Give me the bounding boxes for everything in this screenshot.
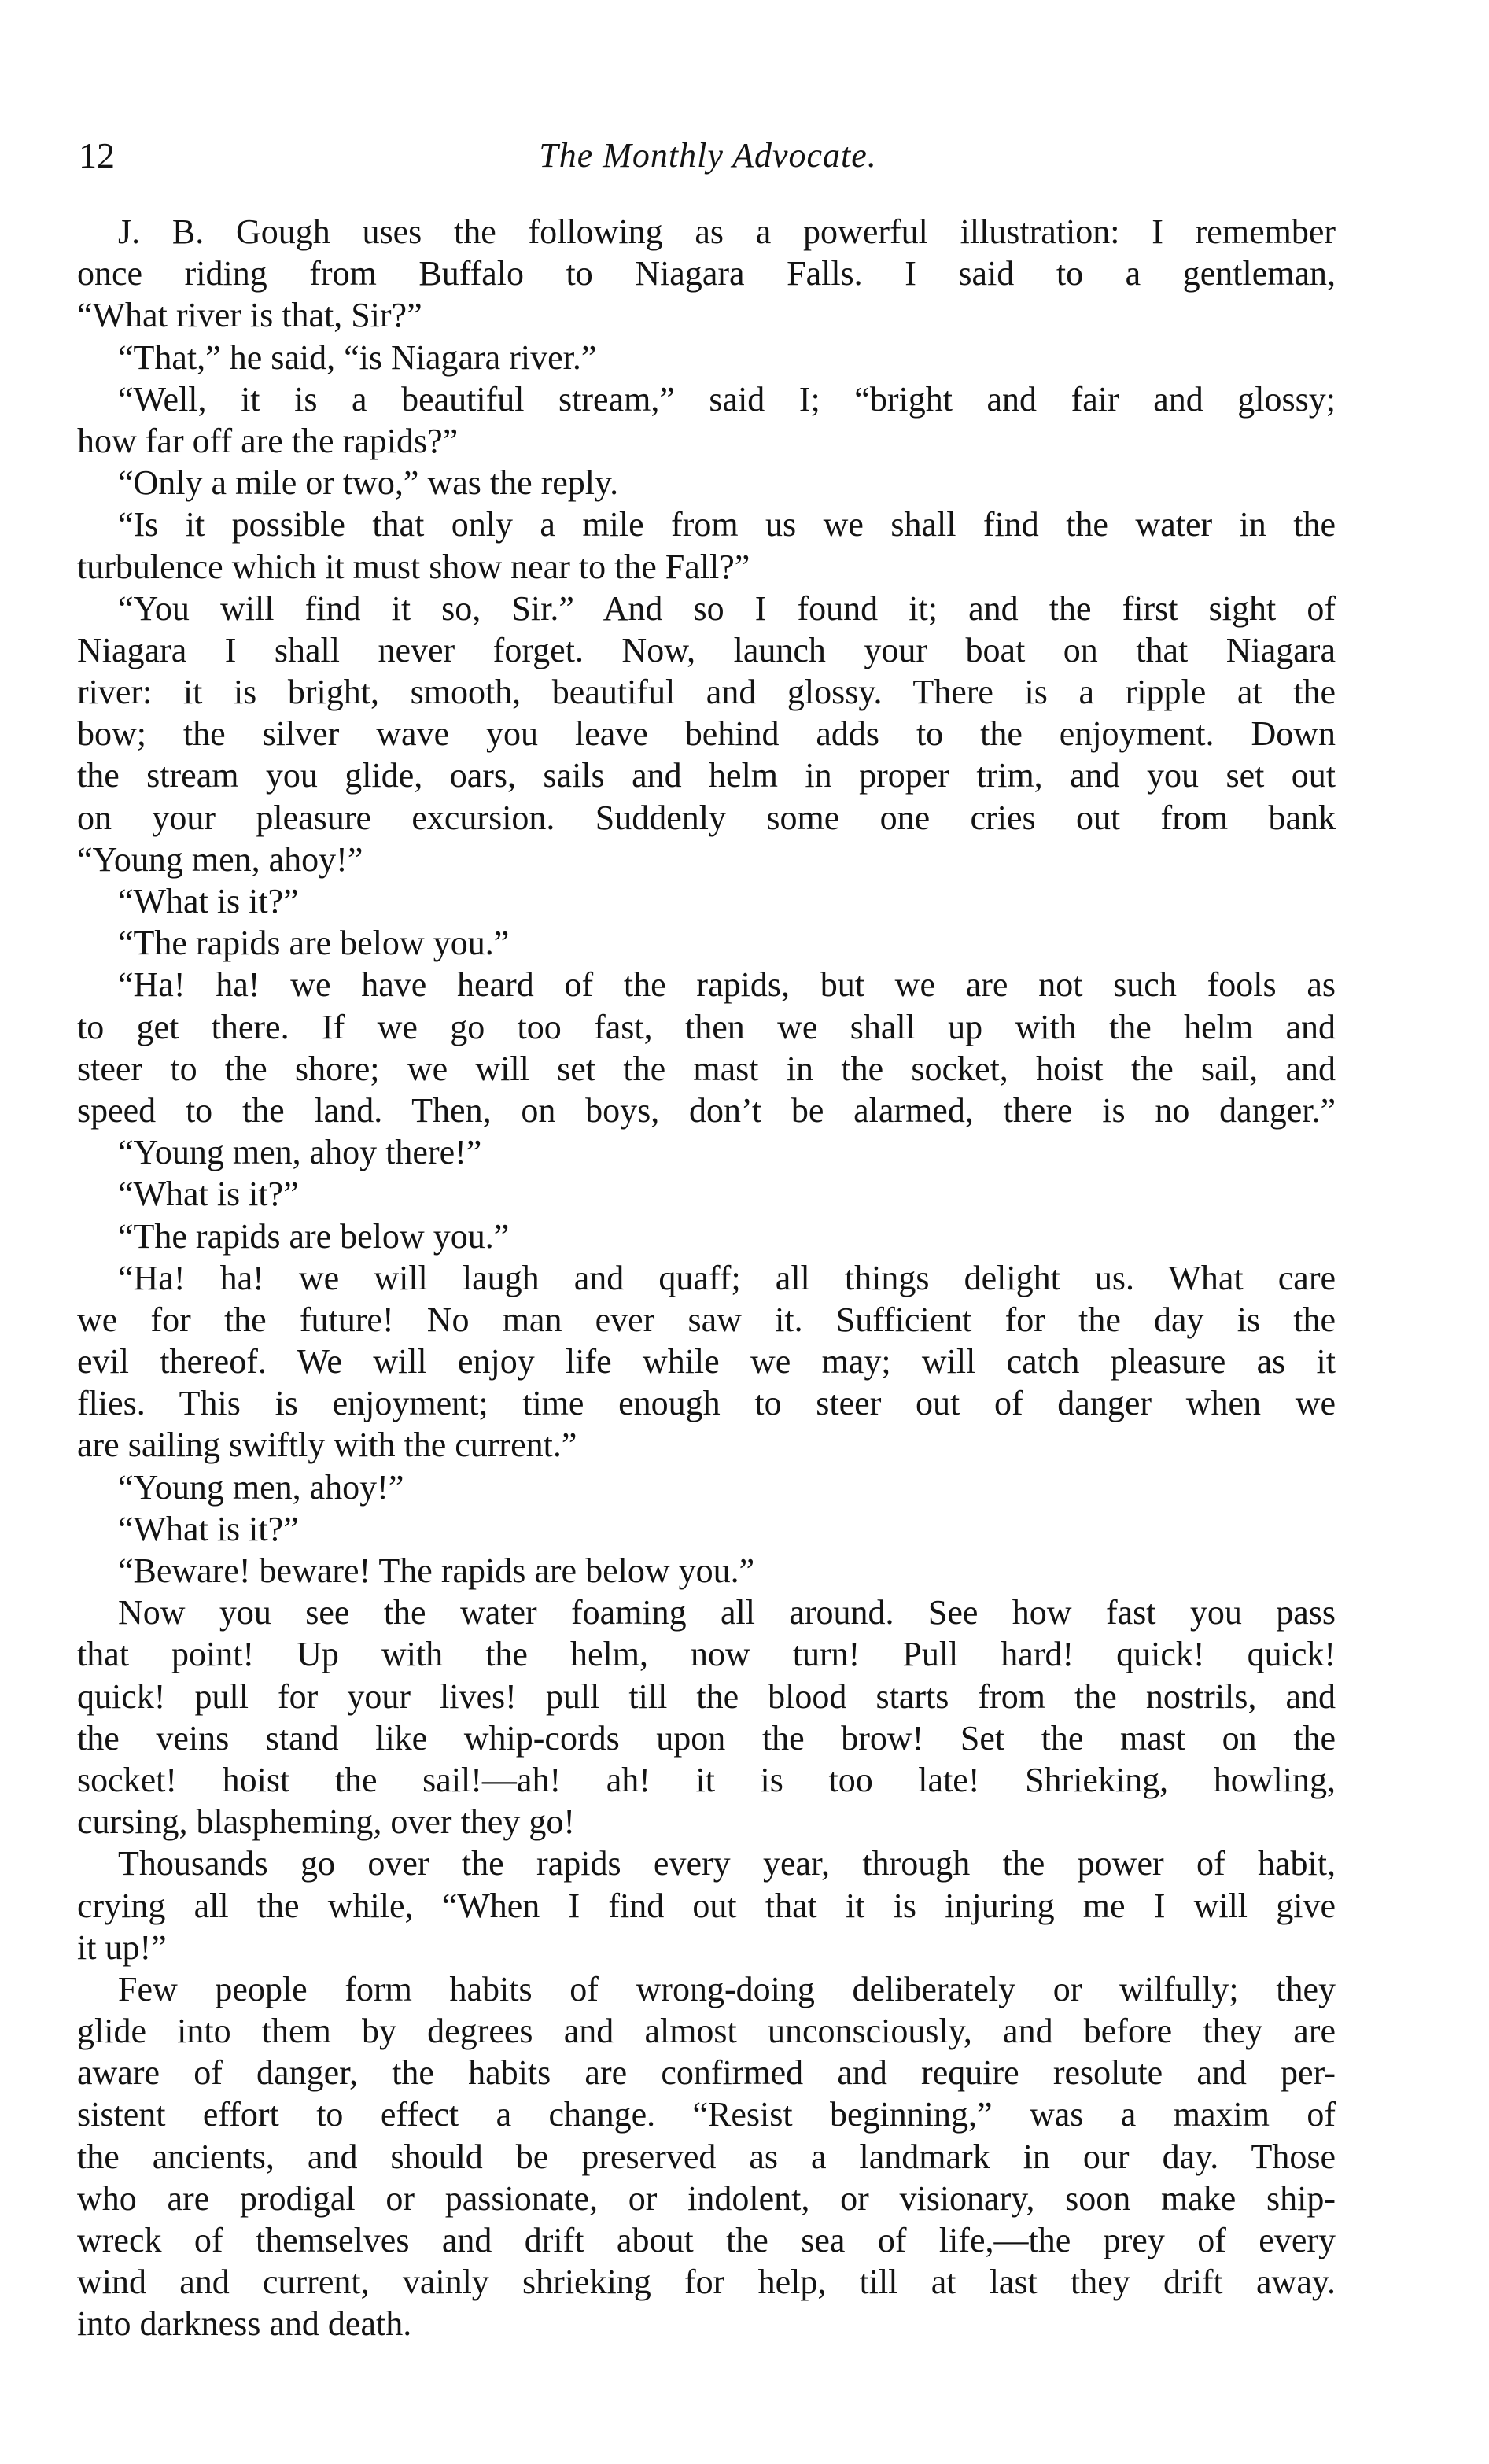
text-line: “Is it possible that only a mile from us we shall find the water in the (118, 505, 1336, 544)
text-line: we for the future! No man ever saw it. Sufficient for the day is the (77, 1300, 1336, 1339)
text-line: the veins stand like whip-cords upon the brow! Set the mast on the (77, 1718, 1336, 1758)
text-line: once riding from Buffalo to Niagara Falls. I said to a gentleman, (77, 254, 1336, 293)
text-line: “What is it?” (118, 1175, 299, 1214)
text-line: river: it is bright, smooth, beautiful and glossy. There is a ripple at the (77, 673, 1336, 712)
text-line: Niagara I shall never forget. Now, launch your boat on that Niagara (77, 630, 1336, 669)
text-line: steer to the shore; we will set the mast in the socket, hoist the sail, and (77, 1049, 1336, 1088)
text-line: glide into them by degrees and almost unconsciously, and before they are (77, 2012, 1336, 2051)
body-text (77, 211, 1336, 2345)
text-line: Thousands go over the rapids every year, through the power of habit, (118, 1844, 1336, 1883)
page-number: 12 (79, 135, 115, 175)
text-line: flies. This is enjoyment; time enough to steer out of danger when we (77, 1384, 1336, 1423)
text-line: how far off are the rapids?” (77, 421, 459, 460)
text-line: “Ha! ha! we have heard of the rapids, but we are not such fools as (118, 965, 1336, 1005)
text-line: “Young men, ahoy!” (77, 839, 363, 879)
text-line: “The rapids are below you.” (118, 924, 510, 963)
text-line: “That,” he said, “is Niagara river.” (118, 338, 597, 377)
text-line: aware of danger, the habits are confirmed and require resolute and per- (77, 2053, 1336, 2093)
text-line: “Only a mile or two,” was the reply. (118, 463, 619, 503)
text-line: “The rapids are below you.” (118, 1216, 510, 1256)
text-line: “What is it?” (118, 1509, 299, 1548)
text-line: J. B. Gough uses the following as a powerful illustration: I remember (118, 212, 1336, 251)
text-line: the ancients, and should be preserved as a landmark in our day. Those (77, 2137, 1336, 2176)
text-line: “What river is that, Sir?” (77, 296, 422, 335)
text-line: wreck of themselves and drift about the sea of life,—the prey of every (77, 2221, 1336, 2259)
text-line: Now you see the water foaming all around. See how fast you pass (118, 1593, 1336, 1632)
text-line: it up!” (77, 1927, 167, 1967)
text-line: “Young men, ahoy there!” (118, 1133, 482, 1172)
text-line: evil thereof. We will enjoy life while we may; will catch pleasure as it (77, 1342, 1336, 1381)
text-line: quick! pull for your lives! pull till the blood starts from the nostrils, and (77, 1676, 1336, 1716)
text-line: the stream you glide, oars, sails and helm in proper trim, and you set out (77, 756, 1336, 795)
text-line: speed to the land. Then, on boys, don’t be alarmed, there is no danger.” (77, 1090, 1336, 1130)
text-line: “What is it?” (118, 882, 299, 920)
text-line: “Young men, ahoy!” (118, 1467, 404, 1507)
text-line: “Ha! ha! we will laugh and quaff; all things delight us. What care (118, 1258, 1336, 1297)
text-line: are sailing swiftly with the current.” (77, 1426, 577, 1465)
page-header (79, 132, 1337, 179)
text-line: turbulence which it must show near to the Fall?” (77, 547, 750, 586)
text-line: “You will find it so, Sir.” And so I found it; and the first sight of (118, 588, 1336, 628)
text-line: Few people form habits of wrong-doing deliberately or wilfully; they (118, 1969, 1336, 2008)
text-line: that point! Up with the helm, now turn! Pull hard! quick! quick! (77, 1635, 1336, 1674)
text-line: “Well, it is a beautiful stream,” said I; “bright and fair and glossy; (118, 379, 1336, 419)
text-line: who are prodigal or passionate, or indolent, or visionary, soon make ship- (77, 2178, 1336, 2218)
running-title: The Monthly Advocate. (539, 136, 877, 175)
text-line: crying all the while, “When I find out that it is injuring me I will give (77, 1886, 1336, 1925)
text-line: sistent effort to effect a change. “Resist beginning,” was a maxim of (77, 2095, 1336, 2134)
text-line: wind and current, vainly shrieking for help, till at last they drift away. (77, 2263, 1336, 2302)
text-line: on your pleasure excursion. Suddenly some one cries out from bank (77, 798, 1336, 837)
text-line: to get there. If we go too fast, then we shall up with the helm and (77, 1007, 1336, 1046)
text-line: bow; the silver wave you leave behind adds to the enjoyment. Down (77, 714, 1336, 754)
text-line: socket! hoist the sail!—ah! ah! it is too late! Shrieking, howling, (77, 1760, 1336, 1799)
text-line: “Beware! beware! The rapids are below you.” (118, 1551, 755, 1590)
text-line: into darkness and death. (77, 2304, 412, 2344)
text-line: cursing, blaspheming, over they go! (77, 1802, 575, 1842)
